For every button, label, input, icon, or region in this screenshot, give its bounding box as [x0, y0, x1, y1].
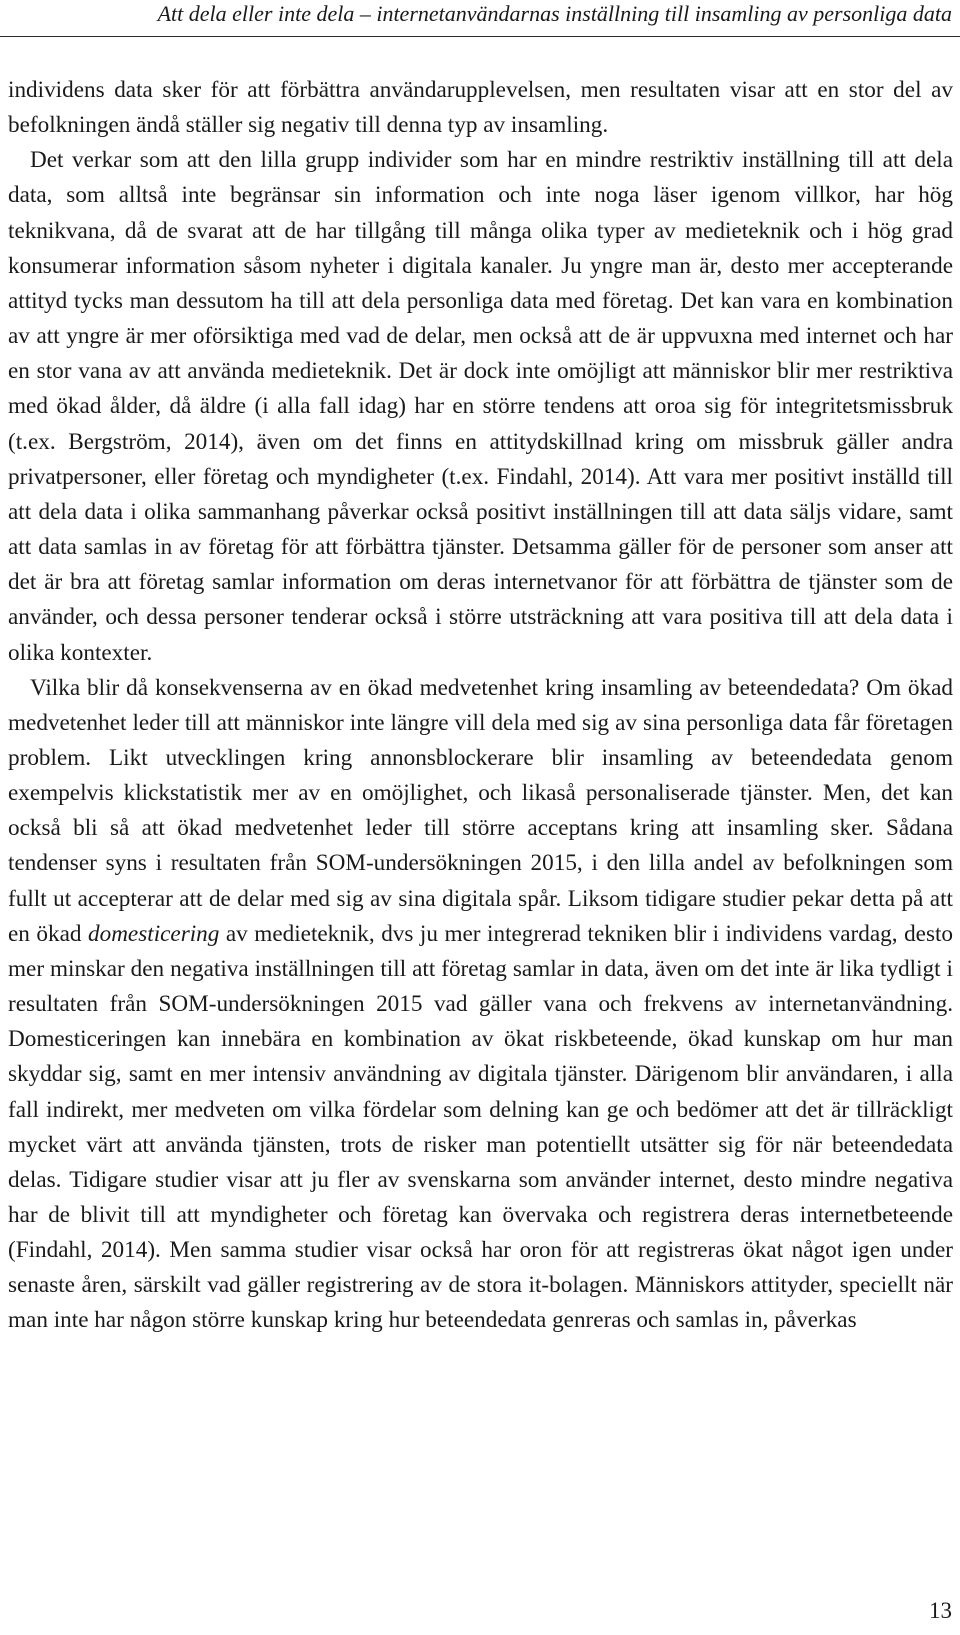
running-title: Att dela eller inte dela – internetanvändarnas inställning till insamling av personliga data [157, 1, 952, 26]
paragraph-text: av medieteknik, dvs ju mer integrerad tekniken blir i individens vardag, desto mer minskar den negativa inställningen till att företag samlar in data, även om det inte är lika tydligt i resultaten från SOM-undersökningen 2015 vad gäller vana och frekvens av internetanvändning. Domesticeringen kan innebära en kombination av ökat riskbeteende, ökad kunskap om hur man skyddar sig, samt en mer intensiv användning av digitala tjänster. Därigenom blir användaren, i alla fall indirekt, mer medveten om vilka fördelar som delning kan ge och bedömer att det är tillräckligt mycket värt att använda tjänsten, trots de risker man potentiellt utsätter sig för när beteendedata delas. Tidigare studier visar att ju fler av svenskarna som använder internet, desto mindre negativa har de blivit till att myndigheter och företag kan övervaka och registrera deras internetbeteende (Findahl, 2014). Men samma studier visar också har oron för att registreras ökat något igen under senaste åren, särskilt vad gäller registrering av de stora it-bolagen. Människors attityder, speciellt när man inte har någon större kunskap kring hur beteendedata genreras och samlas in, påverkas [8, 920, 954, 1334]
body-text [8, 73, 953, 1339]
emphasis-term: domesticering [88, 920, 220, 947]
paragraph-continued: individens data sker för att förbättra användarupplevelsen, men resultaten visar att en stor del av befolkningen ändå ställer sig negativ till denna typ av insamling. [8, 77, 953, 139]
running-header [0, 0, 960, 37]
paragraph [8, 671, 953, 1339]
page-number: 13 [929, 1598, 952, 1623]
paragraph: Det verkar som att den lilla grupp individer som har en mindre restriktiv inställning till att dela data, som alltså inte begränsar sin information och inte noga läser igenom villkor, har hög teknikvana, då de svarat att de har tillgång till många olika typer av medieteknik och i hög grad konsumerar information såsom nyheter i digitala kanaler. Ju yngre man är, desto mer accepterande attityd tycks man dessutom ha till att dela personliga data med företag. Det kan vara en kombination av att yngre är mer oförsiktiga med vad de delar, men också att de är uppvuxna med internet och har en stor vana av att använda medieteknik. Det är dock inte omöjligt att människor blir mer restriktiva med ökad ålder, då äldre (i alla fall idag) har en större tendens att oroa sig för integritetsmissbruk (t.ex. Bergström, 2014), även om det finns en attitydskillnad kring om missbruk gäller andra privatpersoner, eller företag och myndigheter (t.ex. Findahl, 2014). Att vara mer positivt inställd till att dela data i olika sammanhang påverkar också positivt inställningen till att data säljs vidare, samt att data samlas in av företag för att förbättra tjänster. Detsamma gäller för de personer som anser att det är bra att företag samlar information om deras internetvanor för att förbättra de tjänster som de använder, och dessa personer tenderar också i större utsträckning att vara positiva till att dela data i olika kontexter. [8, 147, 953, 666]
paragraph-text: Vilka blir då konsekvenserna av en ökad medvetenhet kring insamling av beteendedata? Om ökad medvetenhet leder till att människor inte längre vill dela med sig av sina personliga data får företagen problem. Likt utvecklingen kring annonsblockerare blir insamling av beteendedata genom exempelvis klickstatistik mer av en omöjlighet, och likaså personaliserade tjänster. Men, det kan också bli så att ökad medvetenhet leder till större acceptans kring att insamling sker. Sådana tendenser syns i resultaten från SOM-undersökningen 2015, i den lilla andel av befolkningen som fullt ut accepterar att de delar med sig av sina digitala spår. Liksom tidigare studier pekar detta på att en ökad [8, 674, 953, 947]
